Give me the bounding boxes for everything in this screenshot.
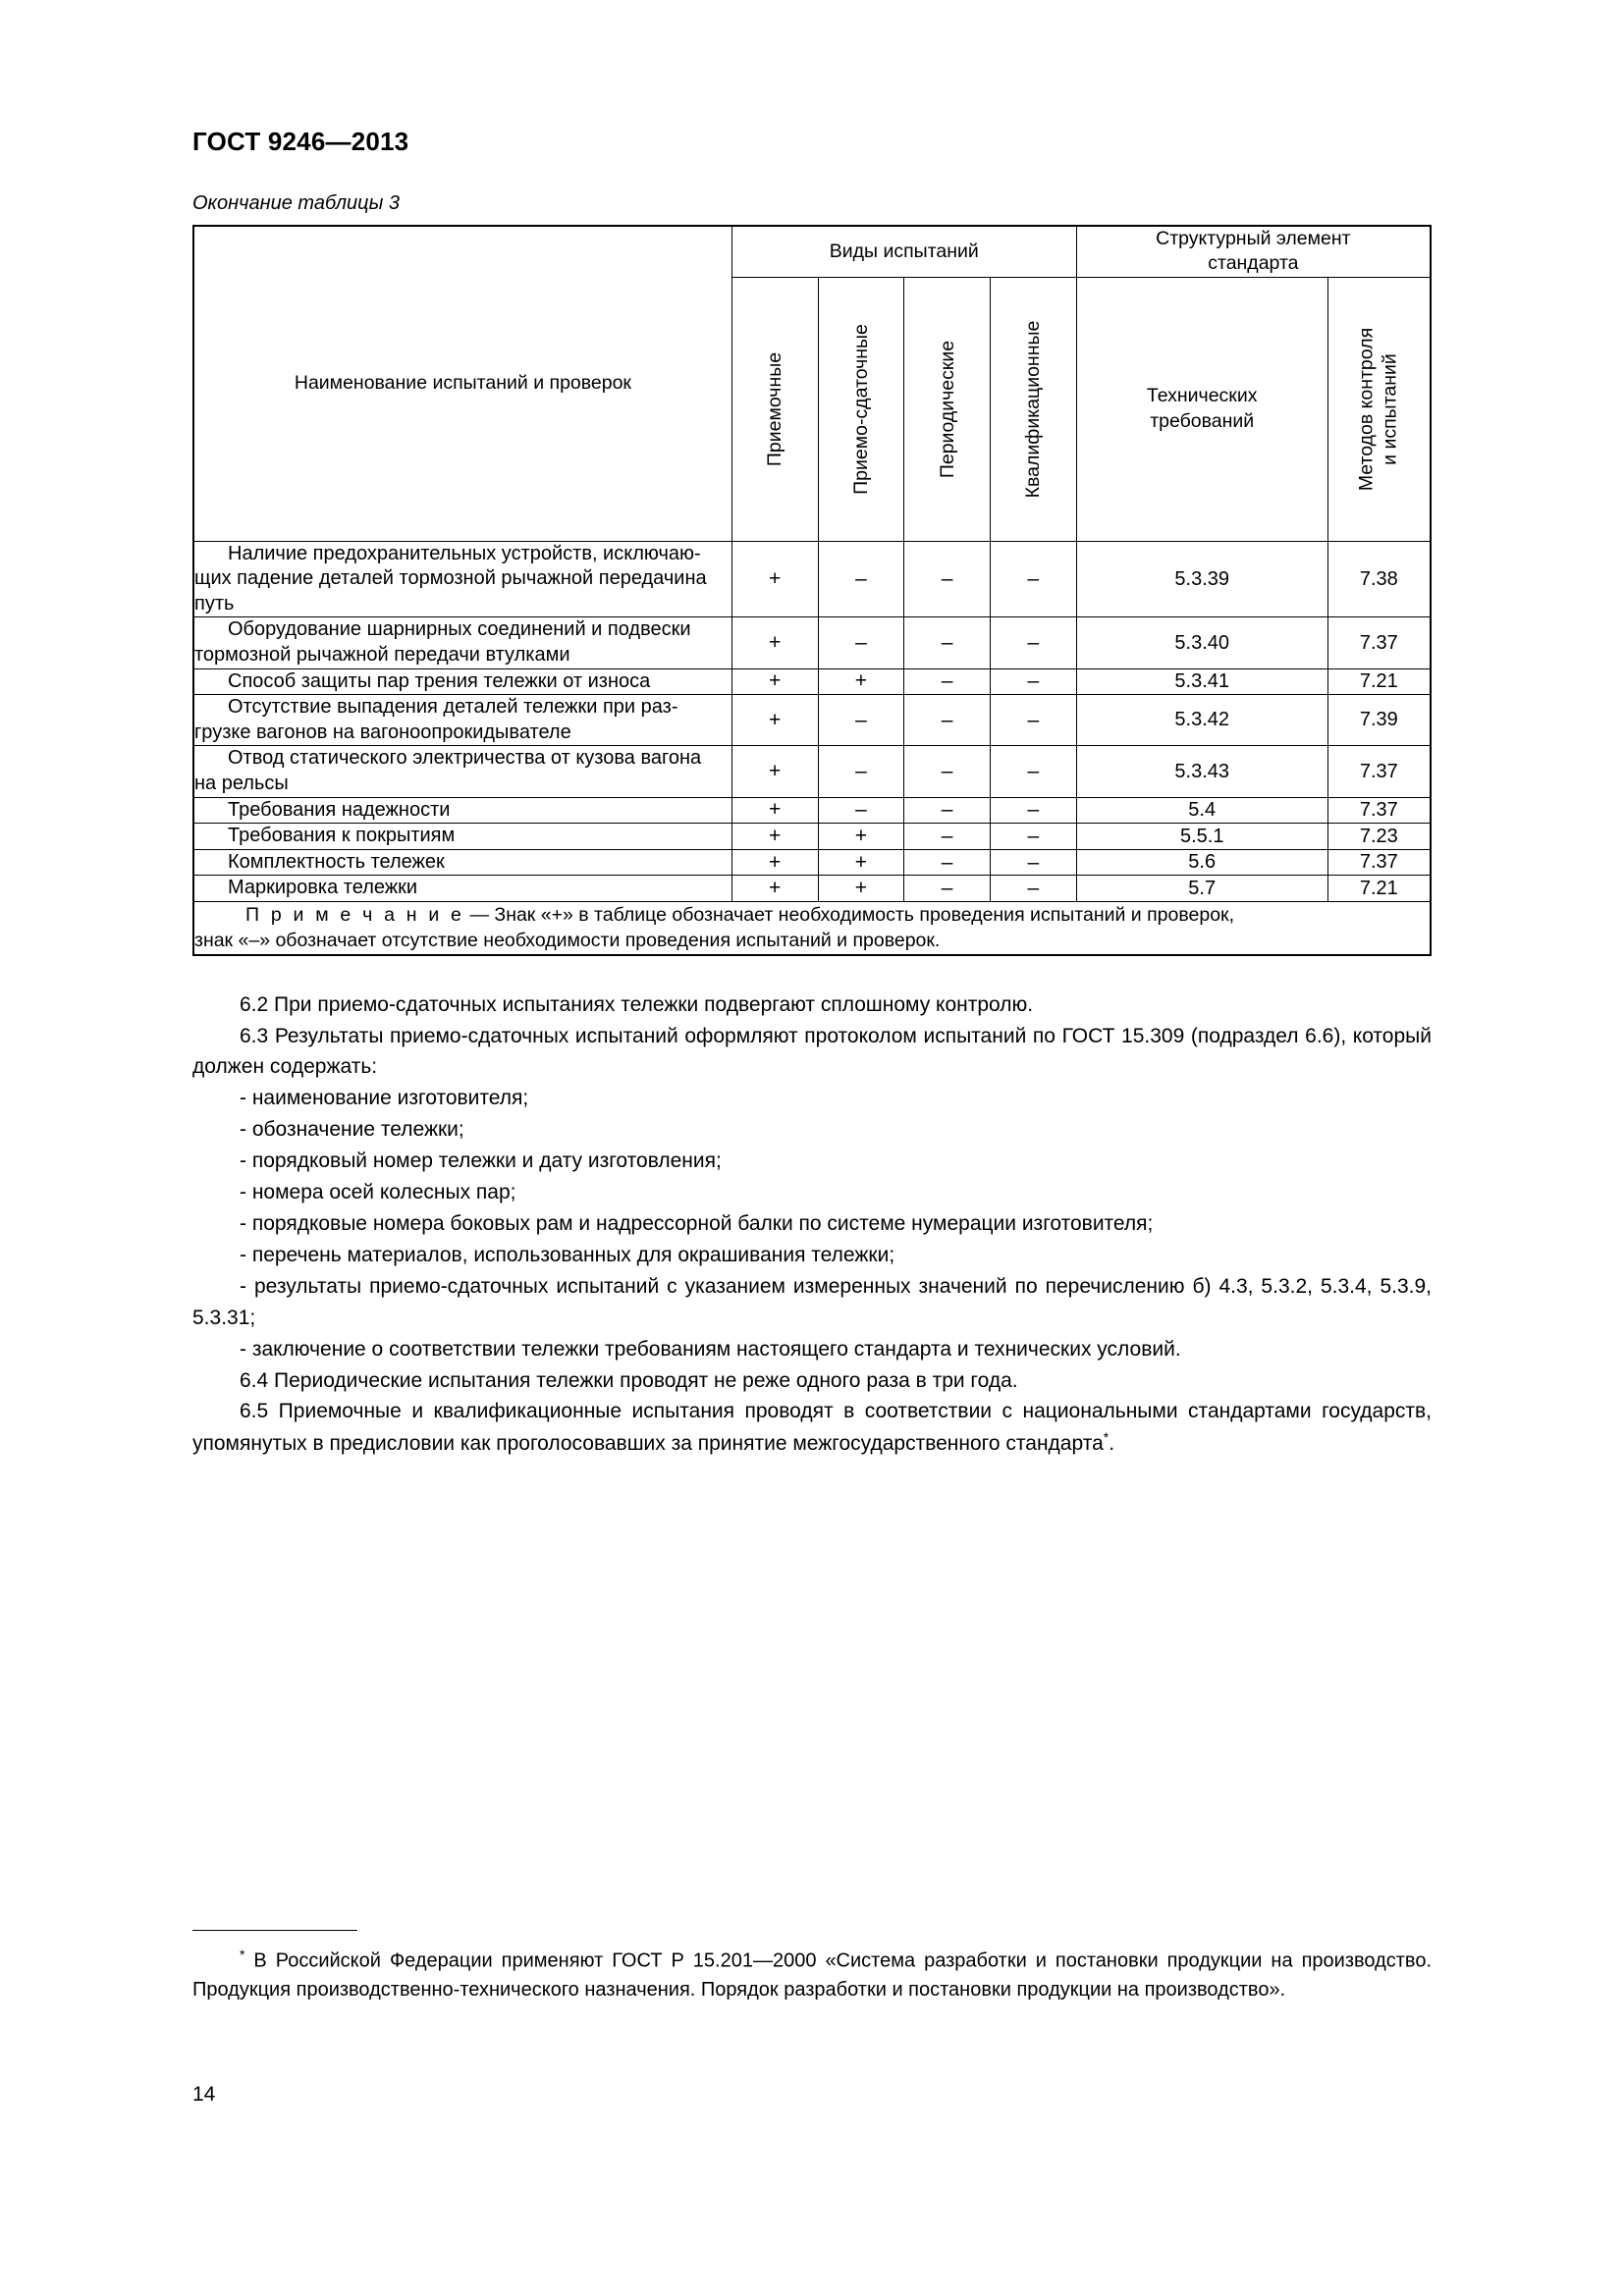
table-cell-acceptance: + — [731, 876, 818, 902]
table-note-line1 — [194, 902, 1430, 928]
table-cell-periodic: – — [904, 824, 991, 850]
header-col-control-methods-label — [1355, 287, 1403, 532]
table-cell-technical-requirements: 5.6 — [1076, 849, 1327, 876]
table-note-text1: — Знак «+» в таблице обозначает необходимость проведения испытаний и проверок, — [464, 904, 1234, 926]
paragraph-6-2: 6.2 При приемо-сдаточных испытаниях тележки подвергают сплошному контролю. — [240, 992, 1034, 1016]
paragraph-6-4: 6.4 Периодические испытания тележки проводят не реже одного раза в три года. — [240, 1368, 1018, 1392]
table-cell-technical-requirements: 5.3.42 — [1076, 695, 1327, 746]
table-cell-technical-requirements: 5.5.1 — [1076, 824, 1327, 850]
table-cell-acceptance-delivery: – — [818, 746, 904, 797]
table-cell-periodic: – — [904, 617, 991, 668]
table-row — [193, 876, 1431, 902]
table-cell-name-line: на путь — [194, 567, 707, 614]
footnote-body: В Российской Федерации применяют ГОСТ Р 15.201—2000 «Система разработки и постановки продукции на производство. Продукция производственно-технического назначения. Порядок разработки и постановки продукции на производство». — [192, 1949, 1432, 2001]
table-cell-name-line: щих падение деталей тормозной рычажной передачи — [194, 567, 685, 590]
table-cell-technical-requirements: 5.7 — [1076, 876, 1327, 902]
header-col-qualification — [990, 277, 1076, 541]
table-row — [193, 849, 1431, 876]
table-row — [193, 797, 1431, 824]
table-cell-acceptance: + — [731, 746, 818, 797]
footnote-marker-inline: * — [1103, 1429, 1110, 1446]
table-row — [193, 541, 1431, 617]
page-number: 14 — [192, 2083, 216, 2106]
list-item: - заключение о соответствии тележки требованиям настоящего стандарта и технических условий. — [240, 1337, 1181, 1361]
table-cell-qualification: – — [990, 746, 1076, 797]
table-row — [193, 668, 1431, 695]
table-cell-qualification: – — [990, 695, 1076, 746]
header-col-acceptance-delivery — [818, 277, 904, 541]
table-cell-acceptance: + — [731, 695, 818, 746]
table-cell-name — [193, 668, 731, 695]
table-cell-technical-requirements: 5.3.41 — [1076, 668, 1327, 695]
header-col-control-methods-line2: и испытаний — [1380, 352, 1402, 465]
table-note-row — [193, 902, 1431, 955]
table-cell-name-line: на рельсы — [194, 773, 289, 795]
table-cell-acceptance: + — [731, 541, 818, 617]
table-cell-periodic: – — [904, 746, 991, 797]
table-note-label: П р и м е ч а н и е — [245, 904, 465, 926]
header-col-technical-requirements — [1076, 277, 1327, 541]
table-cell-control-methods: 7.38 — [1327, 541, 1431, 617]
list-item: - обозначение тележки; — [240, 1118, 464, 1142]
table-cell-acceptance-delivery: – — [818, 617, 904, 668]
header-col-acceptance — [731, 277, 818, 541]
table-cell-control-methods: 7.37 — [1327, 746, 1431, 797]
table-cell-acceptance: + — [731, 849, 818, 876]
body-text — [192, 989, 1432, 1461]
table-cell-periodic: – — [904, 668, 991, 695]
table-cell-name-line: Требования к покрытиям — [228, 825, 456, 847]
table-cell-name-line: Наличие предохранительных устройств, исключаю- — [228, 542, 701, 564]
document-header: ГОСТ 9246—2013 — [192, 127, 409, 156]
list-item: - порядковый номер тележки и дату изготовления; — [240, 1149, 722, 1173]
table-cell-control-methods: 7.39 — [1327, 695, 1431, 746]
requirements-list — [192, 1083, 1432, 1364]
table-cell-qualification: – — [990, 849, 1076, 876]
table-cell-name-line: Отсутствие выпадения деталей тележки при раз- — [228, 696, 678, 719]
header-col-acceptance-delivery-label: Приемо-сдаточные — [849, 323, 872, 495]
header-col-acceptance-label: Приемочные — [764, 351, 785, 466]
header-group-structural — [1076, 226, 1431, 277]
table-cell-control-methods: 7.37 — [1327, 617, 1431, 668]
footnote-text — [192, 1945, 1432, 2004]
table-cell-periodic: – — [904, 849, 991, 876]
header-col-periodic-label: Периодические — [936, 340, 958, 478]
table-cell-acceptance: + — [731, 668, 818, 695]
header-group-structural-line2: стандарта — [1208, 252, 1299, 275]
table-row — [193, 695, 1431, 746]
table-head — [193, 226, 1431, 541]
table-cell-name-line: Оборудование шарнирных соединений и подвески — [228, 618, 691, 641]
table-cell-name — [193, 824, 731, 850]
paragraph-6-5-text: 6.5 Приемочные и квалификационные испытания проводят в соответствии с национальными стандартами государств, упомянутых в предисловии как проголосовавших за принятие межгосударственного стандарта — [192, 1400, 1432, 1456]
table-cell-periodic: – — [904, 797, 991, 824]
table-cell-name — [193, 876, 731, 902]
page-content — [192, 129, 1432, 1460]
table-cell-control-methods: 7.21 — [1327, 668, 1431, 695]
table-cell-name-line: Маркировка тележки — [228, 877, 418, 899]
header-col-technical-requirements-line2: требований — [1150, 409, 1255, 432]
header-col-qualification-label: Квалификационные — [1022, 320, 1045, 499]
tests-table — [192, 225, 1432, 956]
table-cell-acceptance: + — [731, 617, 818, 668]
table-cell-name — [193, 849, 731, 876]
footnote-marker: * — [240, 1947, 245, 1962]
header-col-technical-requirements-line1: Технических — [1146, 385, 1258, 407]
list-item: - перечень материалов, использованных для окрашивания тележки; — [240, 1243, 895, 1266]
list-item: - наименование изготовителя; — [240, 1087, 529, 1110]
table-cell-name — [193, 617, 731, 668]
table-cell-acceptance-delivery: – — [818, 797, 904, 824]
footnote-area — [192, 1930, 1432, 2004]
header-name-column: Наименование испытаний и проверок — [193, 226, 731, 541]
table-row — [193, 617, 1431, 668]
table-cell-periodic: – — [904, 876, 991, 902]
table-cell-name — [193, 746, 731, 797]
table-cell-control-methods: 7.37 — [1327, 797, 1431, 824]
table-foot — [193, 902, 1431, 955]
list-item: - номера осей колесных пар; — [240, 1181, 516, 1204]
table-cell-name-line: Способ защиты пар трения тележки от износа — [228, 669, 651, 692]
table-cell-acceptance-delivery: – — [818, 541, 904, 617]
table-cell-name-line: тормозной рычажной передачи втулками — [194, 644, 570, 667]
table-cell-name — [193, 541, 731, 617]
header-col-control-methods-line1: Методов контроля — [1355, 327, 1378, 491]
table-cell-periodic: – — [904, 541, 991, 617]
table-cell-acceptance: + — [731, 824, 818, 850]
table-cell-technical-requirements: 5.3.43 — [1076, 746, 1327, 797]
table-cell-qualification: – — [990, 797, 1076, 824]
table-cell-qualification: – — [990, 824, 1076, 850]
list-item: - порядковые номера боковых рам и надрессорной балки по системе нумерации изготовителя; — [240, 1211, 1154, 1235]
table-cell-acceptance-delivery: + — [818, 876, 904, 902]
table-cell-name-line: Требования надежности — [228, 798, 451, 821]
table-caption: Окончание таблицы 3 — [192, 192, 401, 214]
table-cell-acceptance-delivery: – — [818, 695, 904, 746]
list-item: - результаты приемо-сдаточных испытаний с указанием измеренных значений по перечислению б) 4.3, 5.3.2, 5.3.4, 5.3.9, 5.3.31; — [192, 1274, 1432, 1329]
table-cell-name — [193, 797, 731, 824]
header-col-control-methods — [1327, 277, 1431, 541]
table-cell-control-methods: 7.37 — [1327, 849, 1431, 876]
table-row — [193, 746, 1431, 797]
table-head-row-groups — [193, 226, 1431, 277]
header-group-tests: Виды испытаний — [731, 226, 1076, 277]
table-cell-qualification: – — [990, 541, 1076, 617]
table-cell-control-methods: 7.21 — [1327, 876, 1431, 902]
table-cell-qualification: – — [990, 668, 1076, 695]
table-cell-technical-requirements: 5.4 — [1076, 797, 1327, 824]
table-cell-acceptance-delivery: + — [818, 824, 904, 850]
header-group-structural-line1: Структурный элемент — [1156, 228, 1351, 249]
table-note-line2: знак «–» обозначает отсутствие необходимости проведения испытаний и проверок. — [194, 930, 941, 952]
table-cell-control-methods: 7.23 — [1327, 824, 1431, 850]
paragraph-6-5-end: . — [1109, 1432, 1115, 1456]
table-cell-qualification: – — [990, 876, 1076, 902]
paragraph-6-3: 6.3 Результаты приемо-сдаточных испытаний оформляют протоколом испытаний по ГОСТ 15.309 (подраздел 6.6), который должен содержать: — [192, 1024, 1432, 1079]
table-cell-technical-requirements: 5.3.39 — [1076, 541, 1327, 617]
table-cell-periodic: – — [904, 695, 991, 746]
table-cell-technical-requirements: 5.3.40 — [1076, 617, 1327, 668]
table-cell-name — [193, 695, 731, 746]
table-note — [193, 902, 1431, 955]
header-col-periodic — [904, 277, 991, 541]
table-body — [193, 541, 1431, 901]
table-row — [193, 824, 1431, 850]
table-cell-acceptance-delivery: + — [818, 849, 904, 876]
table-cell-qualification: – — [990, 617, 1076, 668]
table-cell-name-line: Комплектность тележек — [228, 850, 445, 873]
table-cell-name-line: Отвод статического электричества от кузова вагона — [228, 747, 702, 770]
table-cell-acceptance-delivery: + — [818, 668, 904, 695]
footnote-rule — [192, 1930, 357, 1931]
table-cell-name-line: грузке вагонов на вагоноопрокидывателе — [194, 721, 571, 743]
paragraph-6-5 — [192, 1396, 1432, 1460]
table-cell-acceptance: + — [731, 797, 818, 824]
